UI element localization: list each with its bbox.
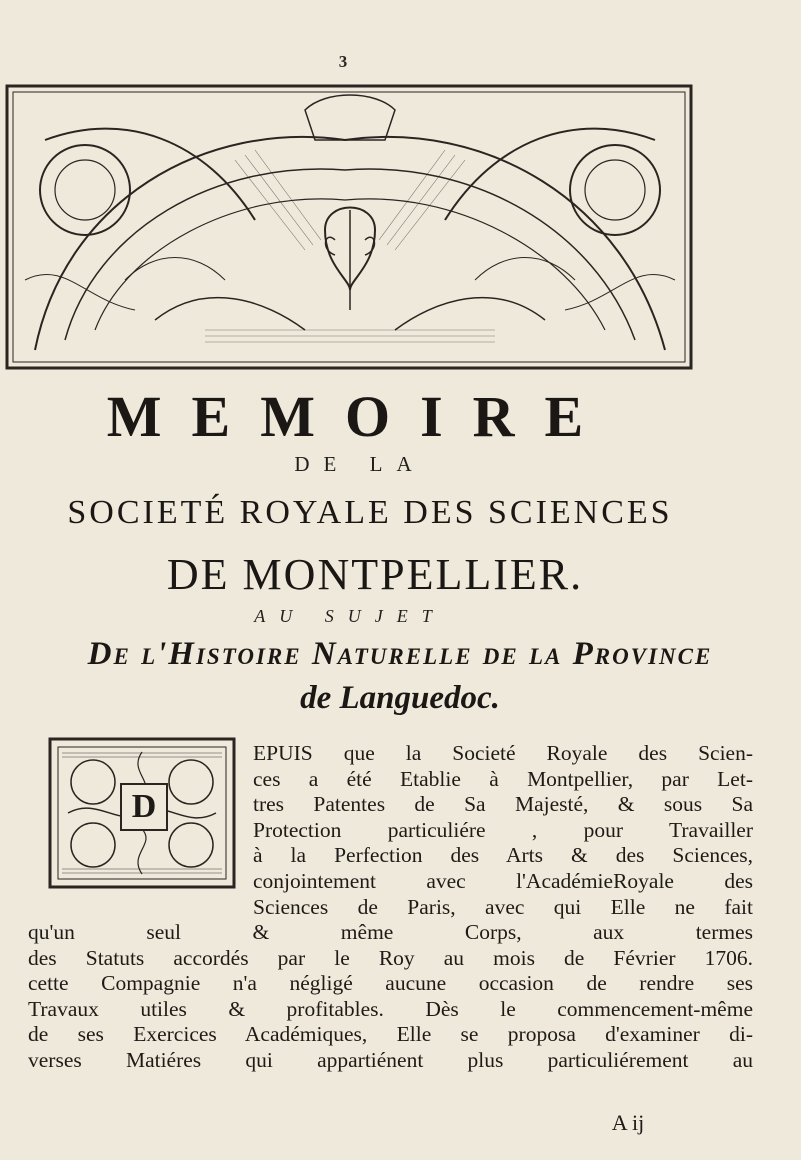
text-line: tres Patentes de Sa Majesté, & sous Sa (253, 792, 753, 817)
signature-mark: A ij (611, 1110, 645, 1135)
text-line: EPUIS que la Societé Royale des Scien- (253, 741, 753, 765)
title-society: SOCIETÉ ROYALE DES SCIENCES (67, 494, 673, 531)
text-line: verses Matiéres qui appartiénent plus particuliérement au (28, 1047, 753, 1072)
text-line: ces a été Etablie à Montpellier, par Let- (253, 766, 753, 791)
text-line: qu'un seul & même Corps, aux termes (28, 920, 753, 944)
title-de-la: DE LA (294, 452, 426, 476)
title-subject: De l'Histoire Naturelle de la Province (87, 636, 713, 672)
title-au-sujet: AU SUJET (254, 606, 446, 626)
title-memoire: MEMOIRE (106, 384, 614, 449)
title-city: DE MONTPELLIER. (166, 550, 584, 599)
paragraph-indented (253, 741, 753, 920)
text-line: à la Perfection des Arts & des Sciences, (253, 843, 753, 868)
page-number: 3 (338, 52, 348, 71)
paragraph-full (28, 920, 753, 1074)
title-region: de Languedoc. (300, 680, 500, 716)
text-line: conjointement avec l'AcadémieRoyale des (253, 868, 753, 893)
text-line: de ses Exercices Académiques, Elle se proposa d'examiner di- (28, 1022, 753, 1047)
headpiece-ornament (5, 80, 695, 372)
drop-cap-ornament (48, 737, 236, 889)
drop-cap-letter: D (120, 783, 168, 831)
text-line: des Statuts accordés par le Roy au mois de Février 1706. (28, 945, 753, 970)
text-line: cette Compagnie n'a négligé aucune occasion de rendre ses (28, 971, 753, 996)
text-line: Travaux utiles & profitables. Dès le commencement-même (28, 996, 753, 1021)
text-line: Sciences de Paris, avec qui Elle ne fait (253, 894, 753, 919)
text-line: Protection particuliére , pour Travailler (253, 817, 753, 842)
